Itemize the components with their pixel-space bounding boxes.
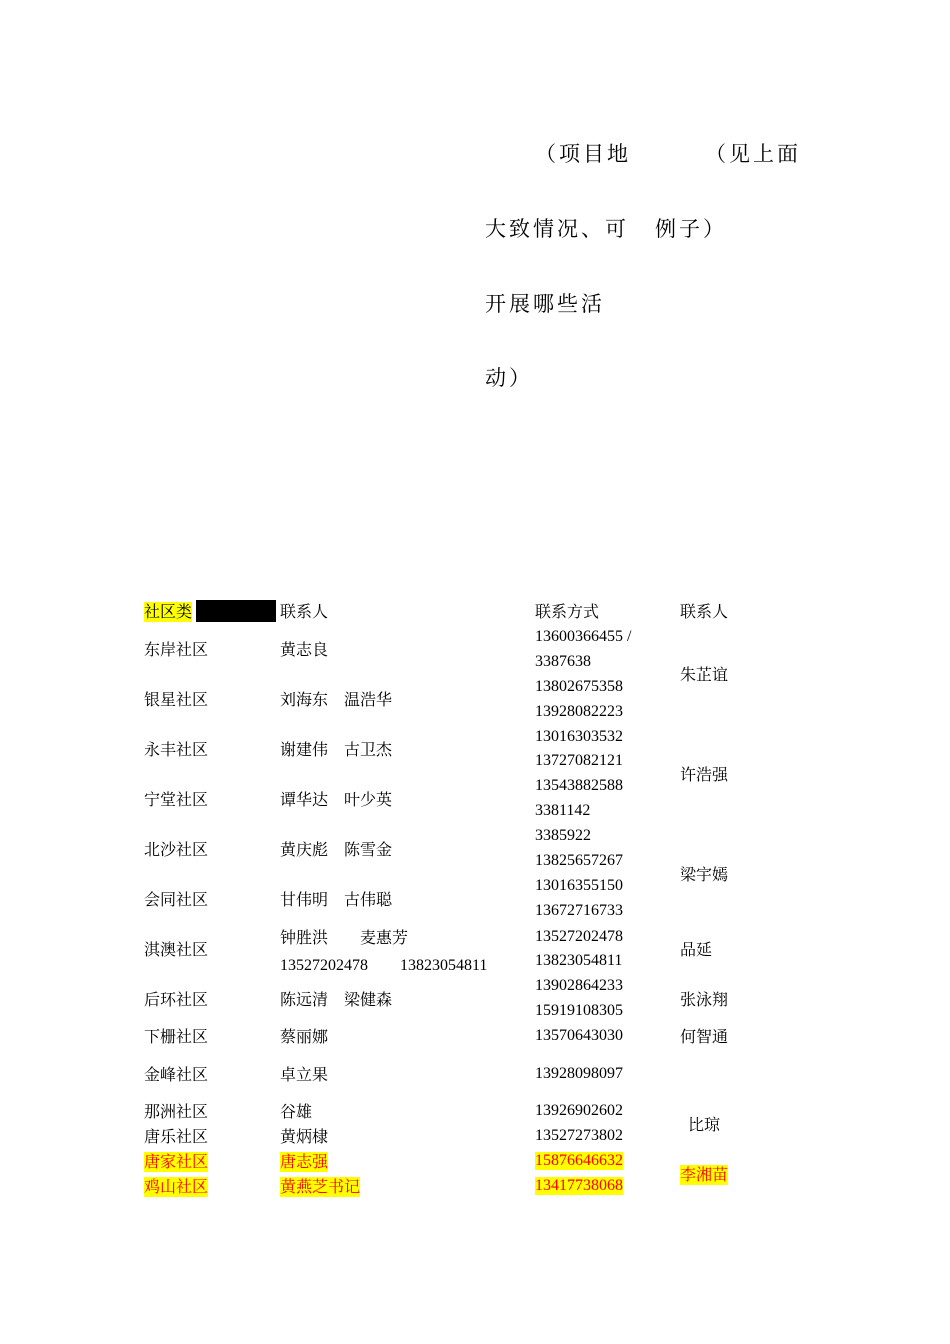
coordinator: 朱芷谊	[680, 665, 729, 684]
phone: 13928082223	[535, 703, 623, 720]
community-name: 北沙社区	[144, 840, 209, 859]
header-black-bar	[196, 600, 276, 622]
community-name-highlighted: 鸡山社区	[144, 1177, 209, 1196]
coordinator: 比琼	[688, 1115, 721, 1134]
coordinator: 品延	[680, 940, 713, 959]
phone: 13527202478	[535, 928, 623, 945]
header-contact: 联系人	[280, 602, 329, 621]
phone: 13825657267	[535, 852, 623, 869]
fragment-line3: 开展哪些活	[485, 292, 605, 316]
coordinator: 许浩强	[680, 765, 729, 784]
phone: 3381142	[535, 802, 591, 819]
phone: 13926902602	[535, 1102, 623, 1119]
fragment-line1-left: （项目地	[535, 142, 631, 166]
community-name: 宁堂社区	[144, 790, 209, 809]
fragment-line2-right: 例子）	[655, 217, 727, 241]
phone: 3385922	[535, 827, 591, 844]
community-name: 下栅社区	[144, 1027, 209, 1046]
contact-name: 甘伟明 古伟聪	[280, 890, 393, 909]
phone-highlighted: 13417738068	[535, 1177, 623, 1194]
contact-name: 谢建伟 古卫杰	[280, 740, 393, 759]
coordinator: 梁宇嫣	[680, 865, 729, 884]
phone: 13527273802	[535, 1127, 623, 1144]
contact-name-highlighted: 唐志强	[280, 1152, 329, 1171]
coordinator-highlighted: 李湘苗	[680, 1165, 729, 1184]
community-name-highlighted: 唐家社区	[144, 1152, 209, 1171]
community-name: 东岸社区	[144, 640, 209, 659]
contact-name: 黄庆彪 陈雪金	[280, 840, 393, 859]
contact-name: 谭华达 叶少英	[280, 790, 393, 809]
phone: 13902864233	[535, 977, 623, 994]
phone: 3387638	[535, 653, 591, 670]
community-name: 银星社区	[144, 690, 209, 709]
contact-name: 黄炳棣	[280, 1127, 329, 1146]
contact-name: 陈远清 梁健森	[280, 990, 393, 1009]
phone-highlighted: 15876646632	[535, 1152, 623, 1169]
community-name: 永丰社区	[144, 740, 209, 759]
community-name: 唐乐社区	[144, 1127, 209, 1146]
contact-name: 谷雄	[280, 1102, 313, 1121]
phone: 13570643030	[535, 1027, 623, 1044]
contact-name: 黄志良	[280, 640, 329, 659]
contact-name: 钟胜洪 麦惠芳	[280, 928, 409, 947]
coordinator: 何智通	[680, 1027, 729, 1046]
coordinator: 张泳翔	[680, 990, 729, 1009]
fragment-line1-right: （见上面	[705, 142, 801, 166]
phone: 13672716733	[535, 902, 623, 919]
contact-name: 蔡丽娜	[280, 1027, 329, 1046]
header-phone: 联系方式	[535, 602, 600, 621]
fragment-line2-left: 大致情况、可	[485, 217, 629, 241]
phone: 13600366455 /	[535, 628, 632, 645]
contact-name: 卓立果	[280, 1065, 329, 1084]
header-community: 社区类	[144, 602, 193, 621]
community-name: 会同社区	[144, 890, 209, 909]
community-name: 金峰社区	[144, 1065, 209, 1084]
phone: 13543882588	[535, 777, 623, 794]
header-coordinator: 联系人	[680, 602, 729, 621]
community-name: 那洲社区	[144, 1102, 209, 1121]
phone: 13016303532	[535, 728, 623, 745]
contact-phones-inline: 13527202478 13823054811	[280, 957, 488, 974]
phone: 15919108305	[535, 1002, 623, 1019]
contact-name: 刘海东 温浩华	[280, 690, 393, 709]
phone: 13016355150	[535, 877, 623, 894]
community-name: 淇澳社区	[144, 940, 209, 959]
contact-name-highlighted: 黄燕芝书记	[280, 1177, 361, 1196]
phone: 13727082121	[535, 752, 623, 769]
fragment-line4: 动）	[485, 366, 533, 390]
phone: 13802675358	[535, 678, 623, 695]
phone: 13823054811	[535, 952, 623, 969]
community-name: 后环社区	[144, 990, 209, 1009]
phone: 13928098097	[535, 1065, 623, 1082]
